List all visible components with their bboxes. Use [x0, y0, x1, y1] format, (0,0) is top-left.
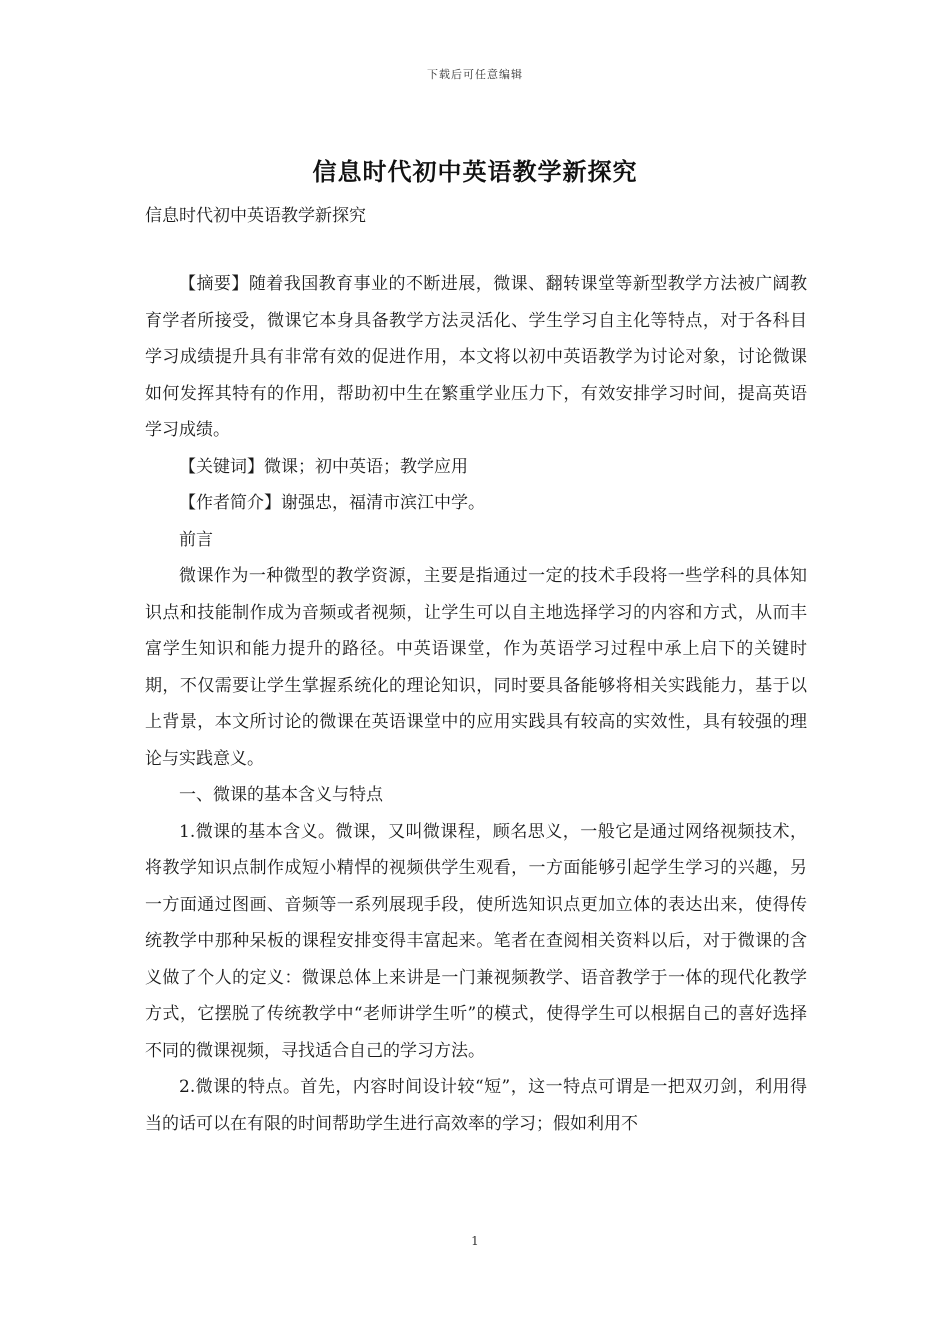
document-title: 信息时代初中英语教学新探究	[312, 157, 638, 186]
body-paragraph-1: 1.微课的基本含义。微课，又叫微课程，顾名思义，一般它是通过网络视频技术，将教学知识点制作成短小精悍的视频供学生观看，一方面能够引起学生学习的兴趣，另一方面通过图画、音频等一系列展现手段，使所选知识点更加立体的表达出来，使得传统教学中那种呆板的课程安排变得丰富起来。笔者在查阅相关资料以后，对于微课的含义做了个人的定义：微课总体上来讲是一门兼视频教学、语音教学于一体的现代化教学方式，它摆脱了传统教学中“老师讲学生听”的模式，使得学生可以根据自己的喜好选择不同的微课视频，寻找适合自己的学习方法。	[145, 821, 807, 1061]
preface-heading: 前言	[179, 529, 213, 550]
header-note: 下载后可任意编辑	[427, 68, 523, 81]
author-paragraph: 【作者简介】谢强忠，福清市滨江中学。	[179, 493, 485, 513]
keywords-paragraph: 【关键词】微课；初中英语；教学应用	[179, 456, 468, 477]
preface-paragraph: 微课作为一种微型的教学资源，主要是指通过一定的技术手段将一些学科的具体知识点和技能制作成为音频或者视频，让学生可以自主地选择学习的内容和方式，从而丰富学生知识和能力提升的路径。中英语课堂，作为英语学习过程中承上启下的关键时期，不仅需要让学生掌握系统化的理论知识，同时要具备能够将相关实践能力，基于以上背景，本文所讨论的微课在英语课堂中的应用实践具有较高的实效性，具有较强的理论与实践意义。	[145, 566, 807, 769]
document-body	[145, 266, 807, 1142]
body-paragraph-2: 2.微课的特点。首先，内容时间设计较“短”，这一特点可谓是一把双刃剑，利用得当的话可以在有限的时间帮助学生进行高效率的学习；假如利用不	[145, 1077, 807, 1134]
page-number: 1	[471, 1234, 479, 1248]
abstract-paragraph: 【摘要】随着我国教育事业的不断进展，微课、翻转课堂等新型教学方法被广阔教育学者所接受，微课它本身具备教学方法灵活化、学生学习自主化等特点，对于各科目学习成绩提升具有非常有效的促进作用，本文将以初中英语教学为讨论对象，讨论微课如何发挥其特有的作用，帮助初中生在繁重学业压力下，有效安排学习时间，提高英语学习成绩。	[145, 274, 807, 440]
document-subtitle: 信息时代初中英语教学新探究	[145, 206, 366, 226]
section-heading-1: 一、微课的基本含义与特点	[179, 785, 383, 805]
